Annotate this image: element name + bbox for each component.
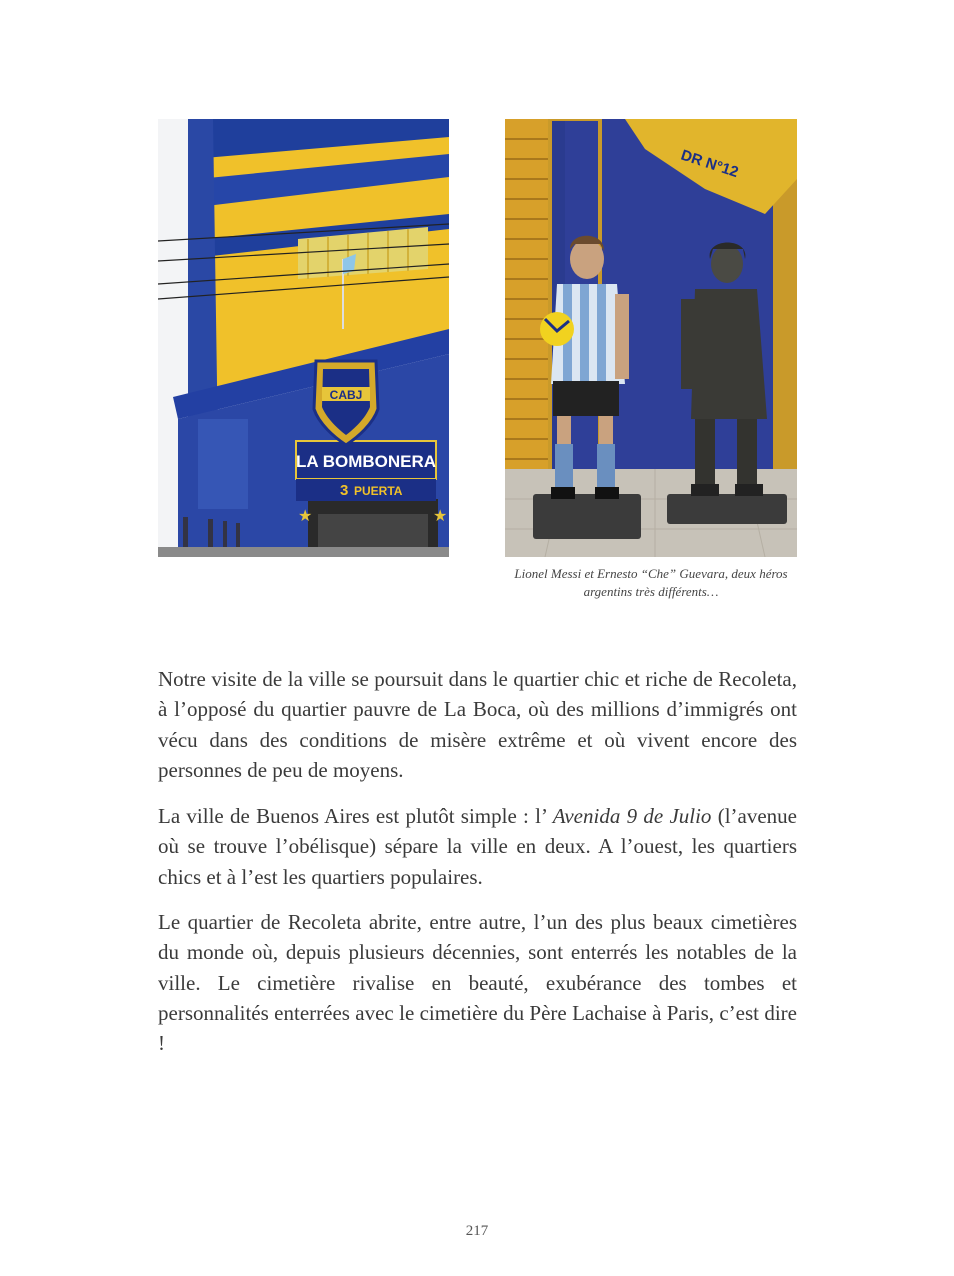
photo-caption: Lionel Messi et Ernesto “Che” Guevara, deux héros argentins très différents… (514, 566, 788, 599)
paragraph-recoleta-intro: Notre visite de la ville se poursuit dans le quartier chic et riche de Recoleta, à l’opposé du quartier pauvre de La Boca, où des millions d’immigrés ont vécu dans des conditions de misère extrême et où vivent encore des personnes de peu de moyens. (158, 667, 797, 782)
gate-label-text: PUERTA (354, 484, 403, 498)
page-number: 217 (465, 1223, 489, 1239)
statues-photo (505, 119, 797, 557)
banner-text: DR N°12 (678, 146, 741, 182)
stadium-photo (158, 119, 449, 557)
paragraph-avenida-after: (l’avenue où se trouve l’obélisque) sépare la ville en deux. A l’ouest, les quartiers chics et à l’est les quartiers populaires. (158, 804, 797, 889)
avenida-name: Avenida 9 de Julio (552, 804, 712, 828)
paragraph-cemetery: Le quartier de Recoleta abrite, entre autre, l’un des plus beaux cimetières du monde où, depuis plusieurs décennies, sont enterrés les notables de la ville. Le cimetière rivalise en beauté, exubérance des tombes et personnalités enterrées avec le cimetière du Père Lachaise à Paris, c’est dire ! (158, 910, 797, 1056)
paragraph-avenida-before: La ville de Buenos Aires est plutôt simple : l’ (158, 804, 553, 828)
svg-text:★: ★ (298, 508, 313, 525)
paragraph-avenida (158, 801, 797, 892)
stadium-sign-text: LA BOMBONERA (295, 452, 437, 471)
svg-text:★: ★ (433, 508, 448, 525)
crest-text: CABJ (329, 388, 363, 402)
gate-number-text: 3 (340, 482, 349, 499)
